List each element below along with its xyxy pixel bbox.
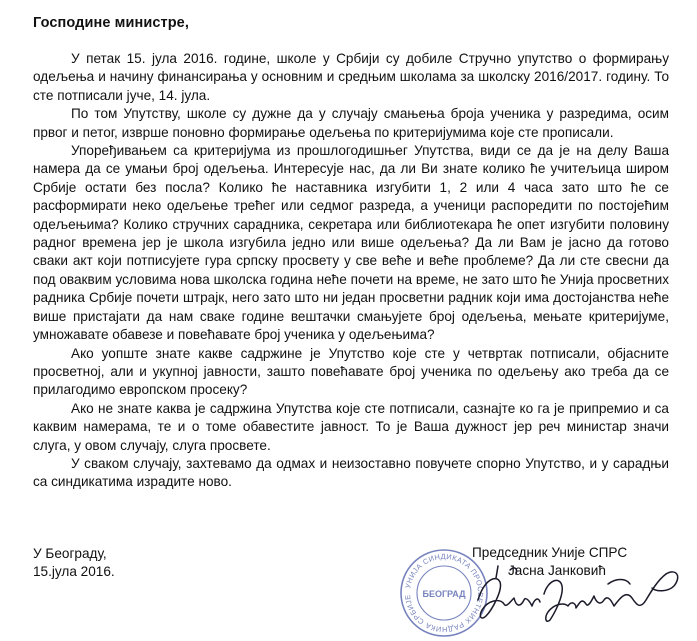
signer-name: Јасна Јанковић xyxy=(508,563,606,578)
letter-body xyxy=(33,50,669,492)
handwritten-signature-icon xyxy=(470,560,688,632)
signature-strokes xyxy=(478,566,678,621)
place-date-block xyxy=(33,545,115,581)
paragraph-5: Ако не знате каква је садржина Упутства које сте потписали, сазнајте ко га је припремио и са каквим намерама, те и о томе обавестите јавност. То је Ваша дужност јер реч министар значи слуга, у овом случају, слуга просвете. xyxy=(33,400,669,453)
paragraph-2: По том Упутству, школе су дужне да у случају смањења броја ученика у разредима, осим првог и петог, изврше поновно формирање одељења по критеријумима које сте прописали. xyxy=(33,106,669,140)
place-line: У Београду, xyxy=(33,546,107,561)
stamp-ring-textpath: УНИЈА СИНДИКАТА ПРОСВЕТНИХ РАДНИКА СРБИЈЕ xyxy=(402,551,486,635)
date-line: 15.јула 2016. xyxy=(33,564,115,579)
salutation: Господине министре, xyxy=(33,15,189,31)
paragraph-6: У сваком случају, захтевамо да одмах и неизоставно повучете спорно Упутство, и у сарадњи са синдикатима израдите ново. xyxy=(33,455,669,490)
paragraph-3: Упоређивањем са критеријума из прошлогодишњег Упутства, види се да је на делу Ваша намера да се умањи број одељења. Интересује нас, да ли Ви знате колико ће учитељица широм Србије остати без посла? Колико ће наставника изгубити 1, 2 или 4 часа зато што ће се расформирати неко одељење трећег или седмог разреда, а ученици распоредити по постојећим одељењима? Колико стручних сарадника, секретара или библиотекара ће опет изгубити половину радног времена јер је школа изгубила једно или више одељења? Да ли Вам је јасно да готово сваки акт који потписујете гура српску просвету у све веће и веће проблеме? Да ли сте свесни да под оваквим условима нова школска година неће почети на време, не зато што ће Унија просветних радника Србије почети штрајк, него зато што ни један просветни радник који има достојанства неће више пристајати да нам сваке године вештачки смањујете број одељења, мењате критеријуме, умножавате обавезе и повећавате број ученика у одељењима? xyxy=(33,143,669,343)
stamp-center-text: БЕОГРАД xyxy=(422,589,466,599)
paragraph-4: Ако уопште знате какве садржине је Упутство које сте у четвртак потписали, објасните просветној, али и укупној јавности, зашто повећавате број ученика по одељењу ако треба да се прилагодимо европском просеку? xyxy=(33,345,669,398)
paragraph-1: У петак 15. јула 2016. године, школе у Србији су добиле Стручно упутство о формирању одељења и начину финансирања у основним и средњим школама за школску 2016/2017. годину. То сте потписали јуче, 14. јула. xyxy=(33,51,669,103)
signer-title: Председник Уније СПРС xyxy=(472,545,628,560)
